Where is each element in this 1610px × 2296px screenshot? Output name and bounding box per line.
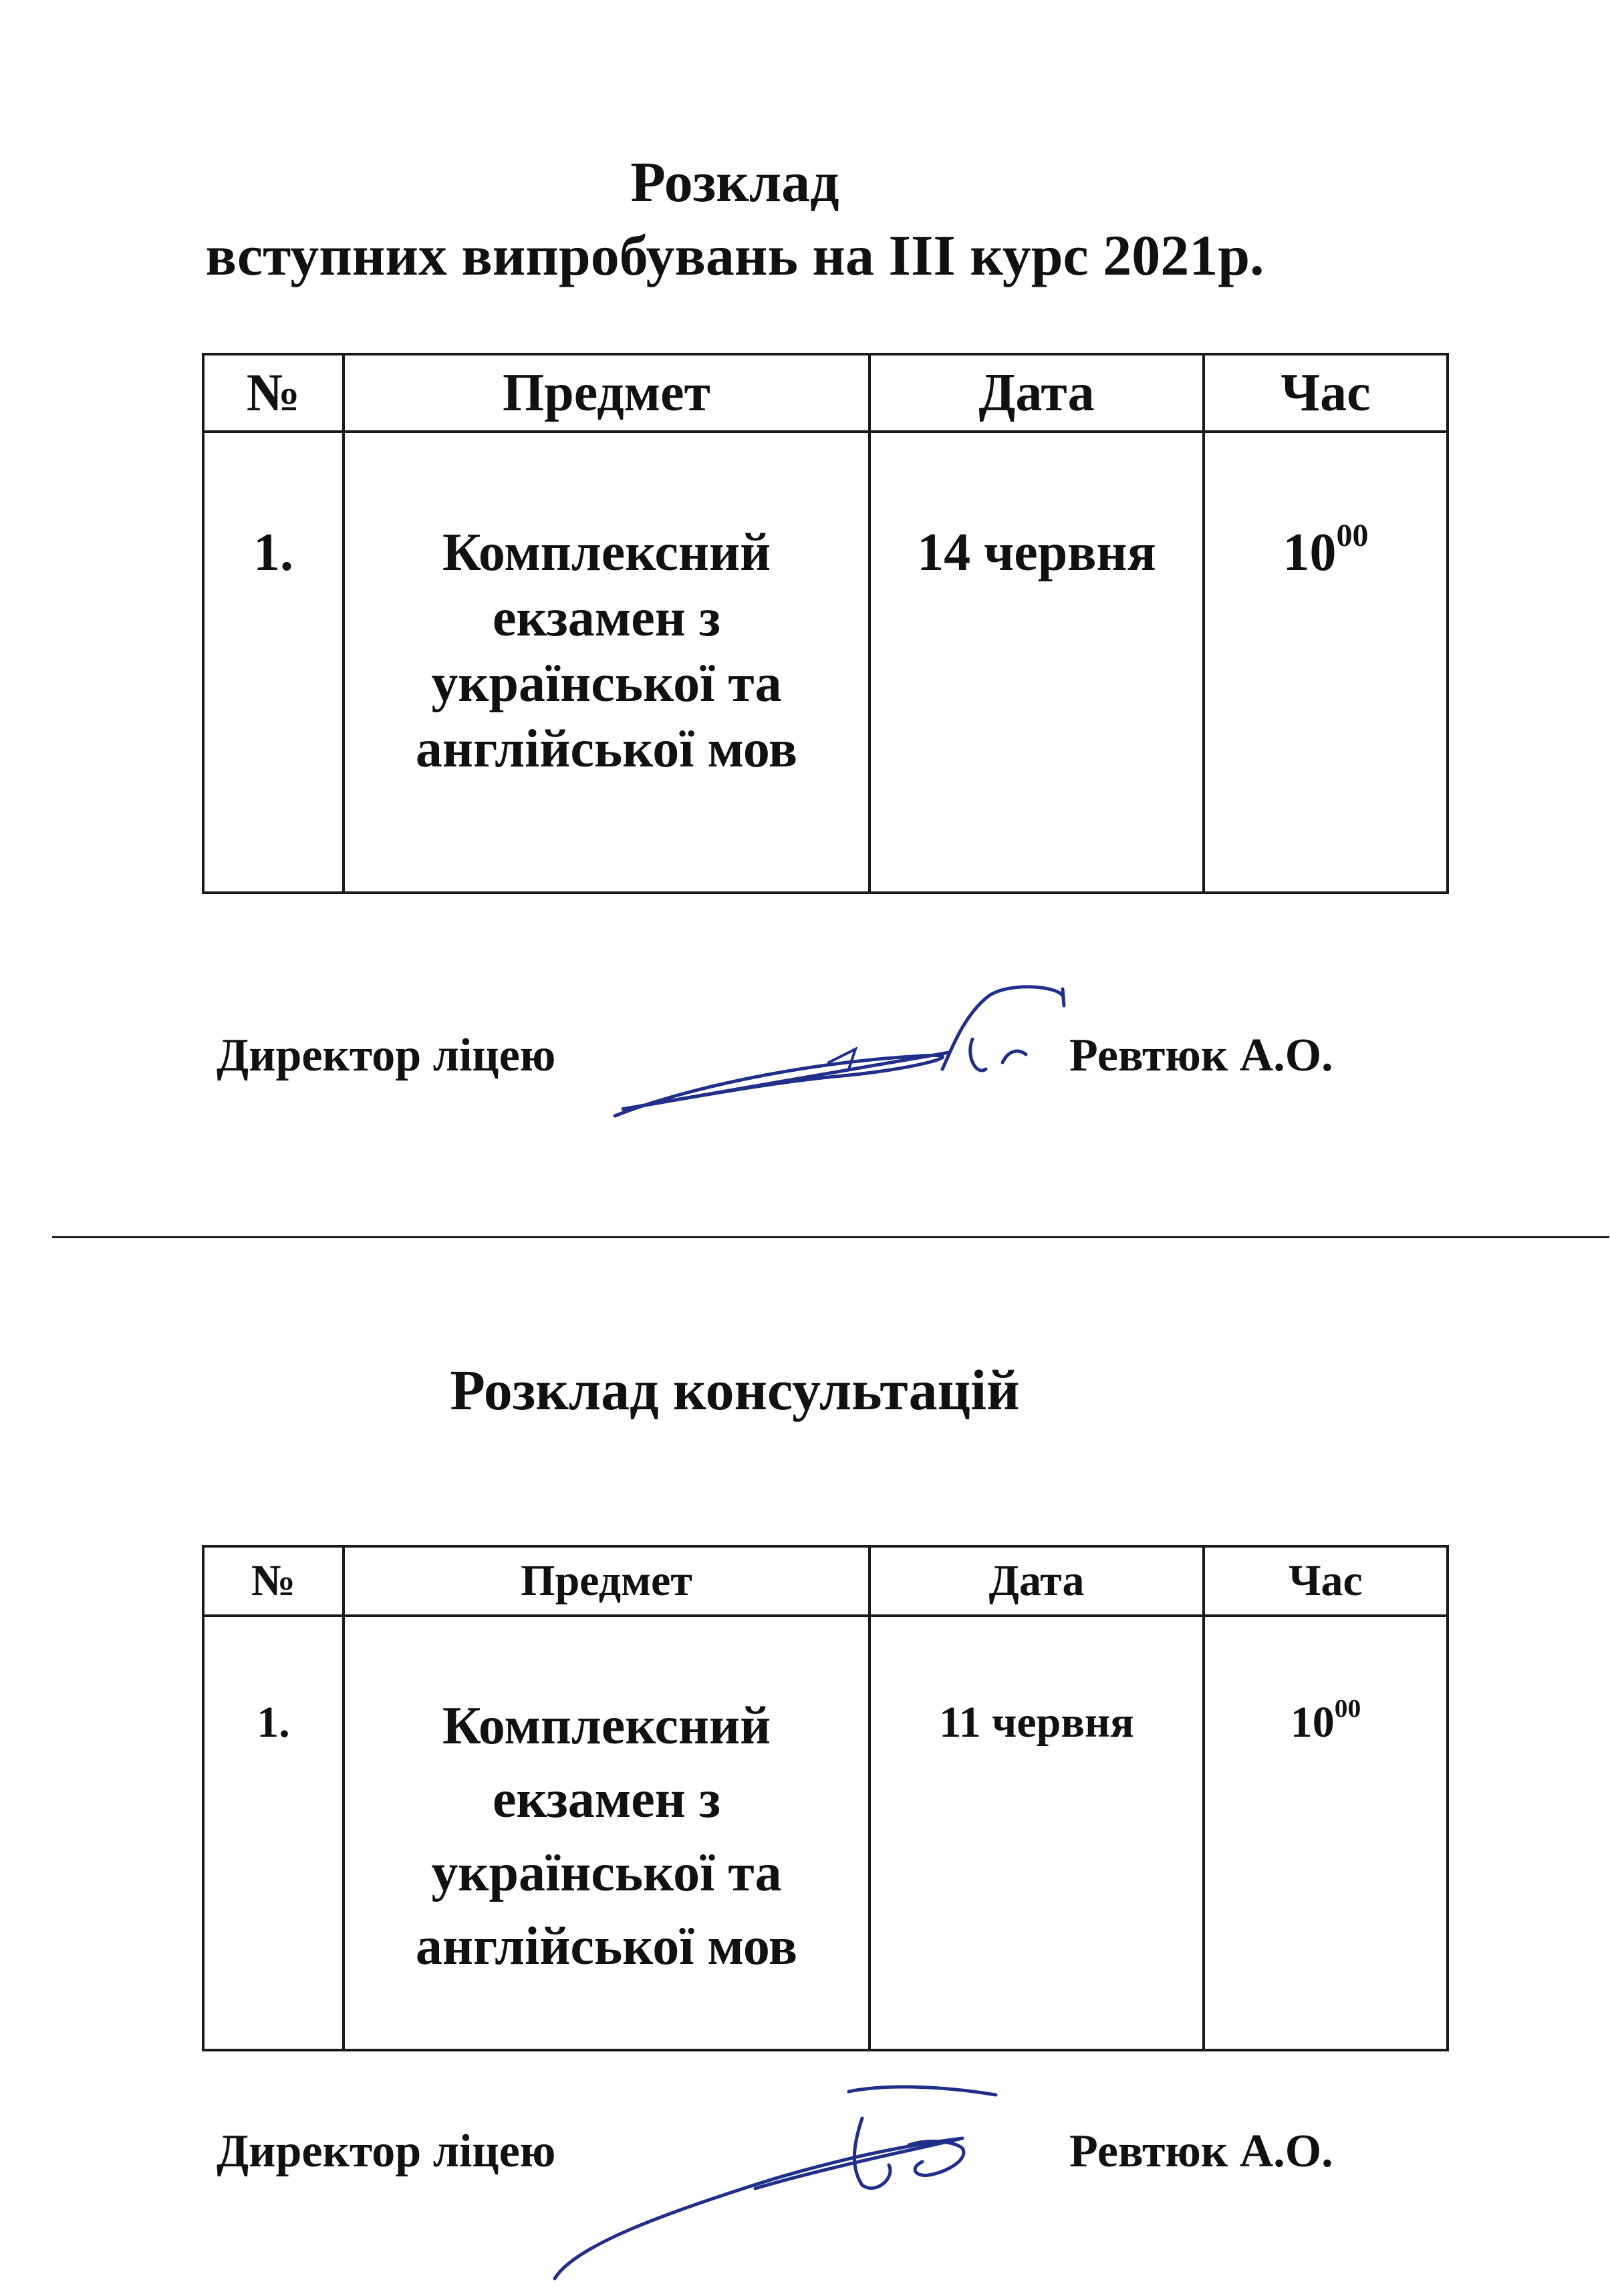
table-header-row	[203, 1546, 1448, 1616]
consult-schedule-table	[202, 1545, 1449, 2051]
signatory-position: Директор ліцею	[217, 1030, 556, 1081]
table-header-row	[203, 354, 1448, 432]
exam-schedule-subtitle: вступних випробувань на ІІІ курс 2021р.	[205, 223, 1264, 287]
consult-schedule-title: Розклад консультацій	[450, 1358, 1020, 1422]
time-minutes: 00	[1336, 518, 1369, 553]
section-divider	[52, 1236, 1609, 1238]
time-hour: 10	[1290, 1698, 1335, 1747]
signatory-position: Директор ліцею	[217, 2126, 556, 2177]
row-num: 1.	[203, 1616, 344, 2050]
header-time: Час	[1204, 354, 1448, 432]
table-row	[203, 432, 1448, 893]
table-row	[203, 1616, 1448, 2050]
row-num: 1.	[203, 432, 344, 893]
row-subject: Комплексний екзамен з української та англійської мов	[344, 1616, 869, 2050]
row-date: 14 червня	[869, 432, 1204, 893]
header-subject: Предмет	[344, 1546, 869, 1616]
row-time	[1204, 432, 1448, 893]
signatory-name: Ревтюк А.О.	[1069, 2126, 1333, 2177]
exam-schedule-title: Розклад	[630, 150, 839, 214]
handwritten-signature	[601, 976, 1083, 1136]
header-num: №	[203, 1546, 344, 1616]
exam-schedule-table	[202, 353, 1449, 894]
time-hour: 10	[1283, 523, 1337, 582]
header-subject: Предмет	[344, 354, 869, 432]
header-time: Час	[1204, 1546, 1448, 1616]
header-date: Дата	[869, 1546, 1204, 1616]
row-date: 11 червня	[869, 1616, 1204, 2050]
row-subject: Комплексний екзамен з української та англійської мов	[344, 432, 869, 893]
time-minutes: 00	[1334, 1693, 1361, 1723]
handwritten-signature	[535, 2078, 1016, 2292]
header-date: Дата	[869, 354, 1204, 432]
header-num: №	[203, 354, 344, 432]
row-time	[1204, 1616, 1448, 2050]
signatory-name: Ревтюк А.О.	[1069, 1030, 1333, 1081]
